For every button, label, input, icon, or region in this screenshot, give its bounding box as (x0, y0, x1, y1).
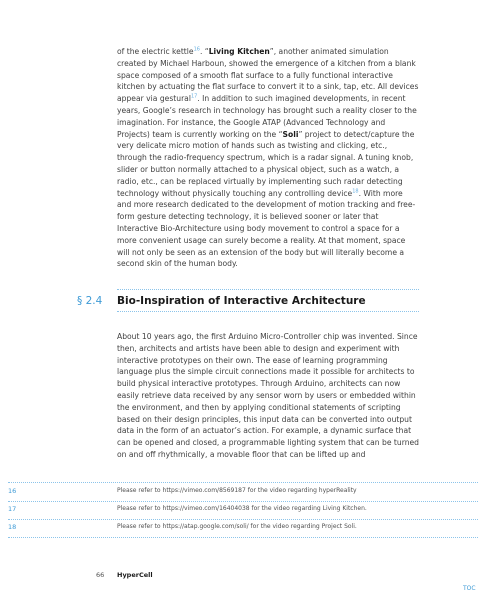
p1-text-d: . In addition to such imagined developments, in recent years, Google’s research in technology has brought such a reality closer to the imagination. For instance, the Google ATAP (Advanced Technology and Projects) team is currently working on the “ (117, 94, 417, 139)
p1-text-e: ” project to detect/capture the very delicate micro motion of hands such as twisting and clicking, etc., through the radio-frequency spectrum, which is a radar signal. A tuning knob, slider or button normally attached to a physical object, such as a watch, a radio, etc., can be replaced virtually by implementing such radar detecting technology without physically touching any controlling device (117, 129, 415, 198)
footnote-ref-17[interactable]: 17 (190, 93, 198, 100)
section-title: Bio-Inspiration of Interactive Architecture (117, 295, 366, 307)
body-paragraph-2: About 10 years ago, the first Arduino Micro-Controller chip was invented. Since then, architects and artists have been able to design and experiment with interactive prototypes on their own. The ease of learning programming language plus the simple circuit connections made it possible for architects to build physical interactive prototypes. Through Arduino, architects can now easily retrieve data received by any sensor worn by users or embedded within the environment, and then by applying conditional statements of scripting based on their design principles, this input data can be converted into output data in the form of an actuator’s action. For example, a dynamic surface that can be opened and closed, a programmable lighting system that can be turned on and off rhythmically, a movable floor that can be lifted up and (117, 332, 420, 459)
footnote-ref-16[interactable]: 16 (193, 46, 200, 53)
toc-link[interactable]: TOC (463, 585, 476, 592)
footnote-divider (8, 501, 478, 502)
section-rule-bottom (117, 311, 419, 312)
p1-emphasis-living-kitchen: Living Kitchen (208, 47, 270, 56)
p1-text-f: . With more and more research dedicated to the development of motion tracking and free-form gesture detecting technology, it is believed sooner or later that Interactive Bio-Architecture using body movement to control a space for a more convenient usage can surely become a reality. At that moment, space will not only be seen as an extension of the body but will literally become a second skin of the human body. (117, 188, 416, 269)
page-number: 66 (96, 571, 105, 579)
footnote-text: Please refer to https://atap.google.com/soli/ for the video regarding Project Soli. (117, 523, 357, 530)
footnote-text: Please refer to https://vimeo.com/16404038 for the video regarding Living Kitchen. (117, 505, 367, 512)
footnote-text: Please refer to https://vimeo.com/8569187 for the video regarding hyperReality (117, 487, 357, 494)
section-rule-top (117, 289, 419, 290)
footnote-divider (8, 482, 478, 483)
footnote-ref-18[interactable]: 18 (352, 188, 359, 195)
footnote-divider (8, 537, 478, 538)
footnote-number: 18 (8, 523, 17, 531)
section-number: § 2.4 (77, 295, 103, 307)
footnote-divider (8, 519, 478, 520)
body-paragraph-1 (117, 46, 419, 270)
p1-text-c: ”, another animated simulation created by Michael Harboun, showed the emergence of a kitchen from a blank space composed of a smooth flat surface to a fully functional interactive kitchen by actuating the flat surface to convert it to a sink, tap, etc. All devices appear via gestural (117, 47, 419, 104)
footnote-number: 16 (8, 487, 17, 495)
book-title: HyperCell (117, 571, 153, 579)
p1-text-b: . “ (199, 47, 209, 56)
p1-emphasis-soli: Soli (282, 129, 299, 139)
p1-text-a: of the electric kettle (117, 47, 194, 56)
footnote-number: 17 (8, 505, 17, 513)
